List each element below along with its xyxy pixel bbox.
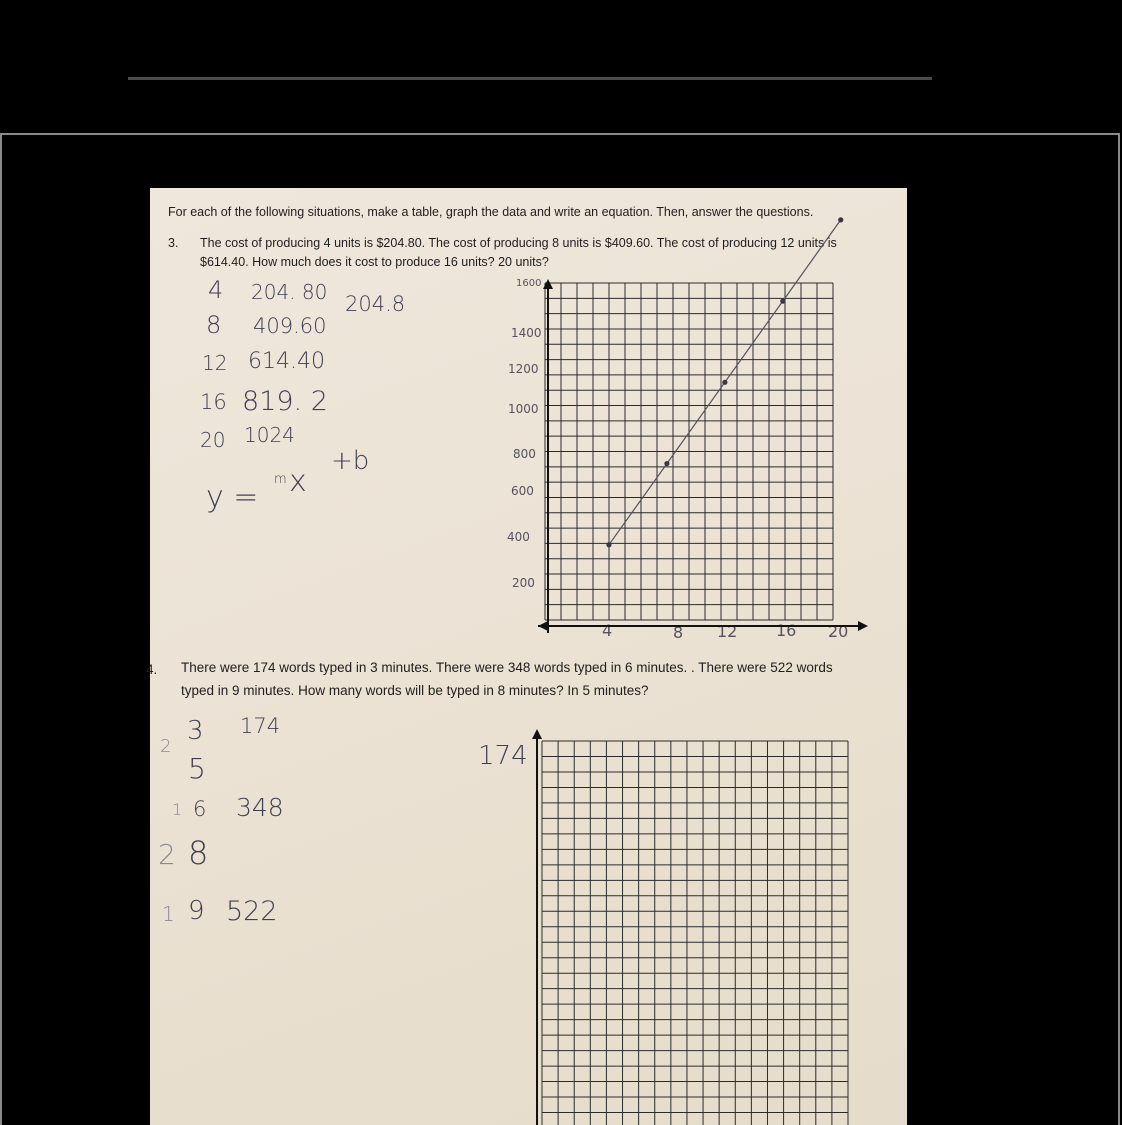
p3-equation-m: m xyxy=(274,472,287,487)
p4-table-y: 174 xyxy=(240,714,281,738)
p3-equation-y: y = xyxy=(206,480,259,515)
worksheet-photo xyxy=(146,188,907,1125)
p3-table-y: 614.40 xyxy=(248,349,325,374)
graph1-y-label: 200 xyxy=(512,576,535,590)
p3-table-x: 16 xyxy=(200,390,227,414)
p3-equation-b: +b xyxy=(331,446,370,476)
graph1-y-label: 400 xyxy=(507,530,530,544)
p4-margin-mark: 1 xyxy=(172,800,183,819)
p4-margin-mark: 2 xyxy=(158,838,176,871)
graph1-y-label: 800 xyxy=(513,447,536,461)
graph1-x-label: 4 xyxy=(602,621,613,640)
p3-table-x: 8 xyxy=(206,311,222,339)
p3-table-y: 204. 80 xyxy=(251,280,328,304)
graph1-y-label: 1000 xyxy=(508,402,539,416)
p3-table-x: 12 xyxy=(202,351,228,375)
p4-table-x: 3 xyxy=(187,716,204,746)
p3-equation-x: x xyxy=(289,464,307,499)
graph1-y-label: 1400 xyxy=(511,326,542,340)
p3-table-y: 409.60 xyxy=(253,314,327,338)
p4-table-y: 522 xyxy=(226,896,278,927)
top-divider xyxy=(128,77,932,80)
p3-table-x: 20 xyxy=(200,428,226,452)
p4-table-x: 9 xyxy=(188,896,205,926)
problem4-number: 4. xyxy=(146,662,158,677)
p3-table-x: 4 xyxy=(208,276,224,304)
p4-margin-mark: 1 xyxy=(162,902,175,926)
instructions-text: For each of the following situations, make a table, graph the data and write an equation. Then, answer the questions. xyxy=(168,205,814,219)
p4-table-x: 8 xyxy=(188,834,209,872)
p4-graph-note: 174 xyxy=(478,741,528,771)
graph1-x-label: 16 xyxy=(776,621,797,640)
p4-table-x: 5 xyxy=(188,752,206,785)
problem4-line2: typed in 9 minutes. How many words will be typed in 8 minutes? In 5 minutes? xyxy=(181,683,649,698)
graph1-x-label: 20 xyxy=(828,622,849,641)
p3-rate-note: 204.8 xyxy=(345,292,406,316)
graph1-y-label: 1600 xyxy=(516,278,542,289)
problem4-line1: There were 174 words typed in 3 minutes. There were 348 words typed in 6 minutes. . There were 522 words xyxy=(181,660,833,675)
problem3-line1: The cost of producing 4 units is $204.80. The cost of producing 8 units is $409.60. The cost of producing 12 units is xyxy=(200,236,837,250)
graph1-y-label: 600 xyxy=(511,484,534,498)
problem3-number: 3. xyxy=(168,236,179,250)
y-axis-arrow xyxy=(532,729,542,739)
top-bar xyxy=(0,0,1122,133)
p4-table-x: 6 xyxy=(193,797,207,821)
p4-margin-mark: 2 xyxy=(160,736,172,757)
problem3-line2: $614.40. How much does it cost to produce 16 units? 20 units? xyxy=(200,255,549,269)
graph1-x-label: 8 xyxy=(673,623,684,642)
graph1-x-label: 12 xyxy=(717,622,738,641)
p3-table-y: 819. 2 xyxy=(242,386,328,417)
p4-table-y: 348 xyxy=(236,793,284,822)
graph2-grid xyxy=(150,188,907,1125)
p3-table-y: 1024 xyxy=(244,423,295,447)
graph1-y-label: 1200 xyxy=(508,362,539,376)
